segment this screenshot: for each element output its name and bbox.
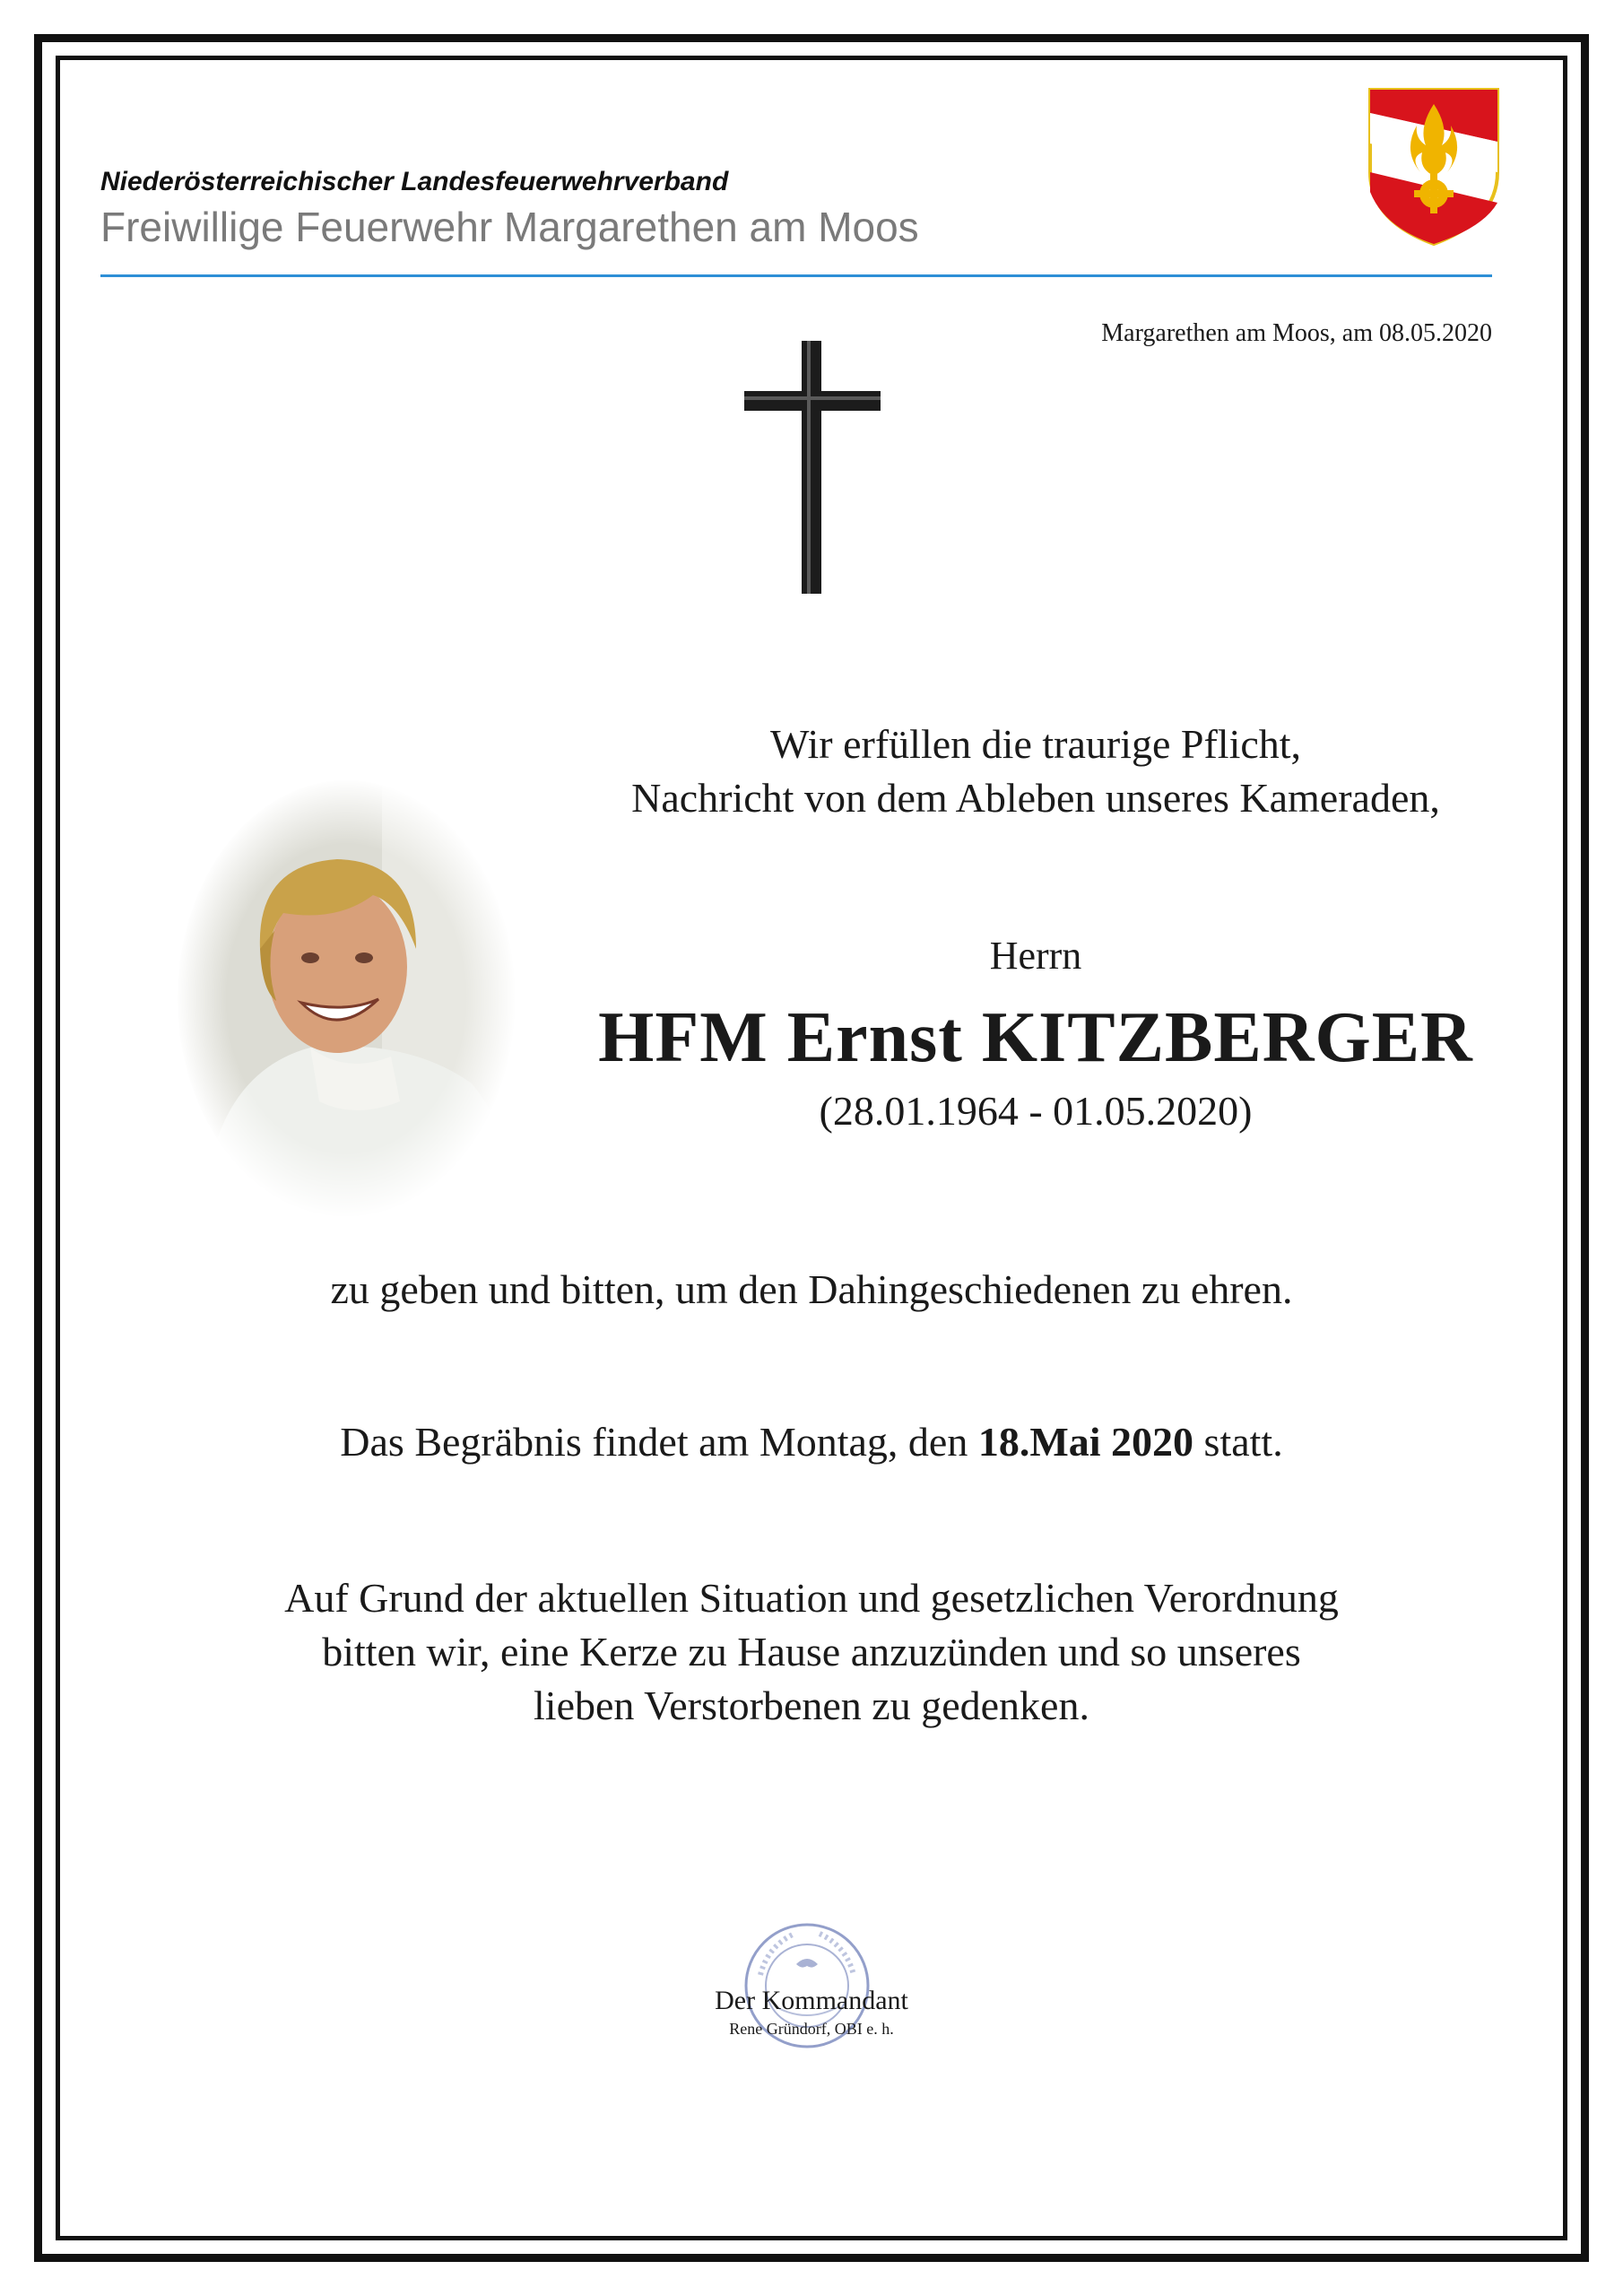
funeral-suffix: statt. [1193,1419,1283,1465]
funeral-notice [100,1415,1523,1469]
intro-line-1: Wir erfüllen die traurige Pflicht, [769,721,1302,767]
lifespan-dates: (28.01.1964 - 01.05.2020) [819,1088,1253,1134]
candle-line-1: Auf Grund der aktuellen Situation und gesetzlichen Verordnung [284,1575,1339,1621]
brigade-name: Freiwillige Feuerwehr Margarethen am Moos [100,204,919,250]
header-divider [100,274,1492,277]
signature-name: Rene Gründorf, OBI e. h. [729,2020,894,2038]
candle-line-2: bitten wir, eine Kerze zu Hause anzuzünden und so unseres [322,1629,1301,1674]
deceased-name: HFM Ernst KITZBERGER [598,998,1473,1077]
honor-text: zu geben und bitten, um den Dahingeschiedenen zu ehren. [330,1266,1293,1312]
fire-brigade-crest-icon [1367,86,1501,248]
salutation: Herrn [989,934,1082,978]
portrait-photo [176,778,516,1218]
funeral-prefix: Das Begräbnis findet am Montag, den [340,1419,978,1465]
intro-text [538,718,1533,825]
candle-line-3: lieben Verstorbenen zu gedenken. [534,1683,1089,1728]
cross-icon [741,337,884,597]
notice-date: Margarethen am Moos, am 08.05.2020 [1101,319,1492,347]
intro-line-2: Nachricht von dem Ableben unseres Kameraden, [631,775,1440,821]
funeral-date: 18.Mai 2020 [977,1419,1194,1465]
federation-name: Niederösterreichischer Landesfeuerwehrverband [100,167,729,196]
candle-request [100,1571,1523,1733]
signature-title: Der Kommandant [715,1986,908,2015]
